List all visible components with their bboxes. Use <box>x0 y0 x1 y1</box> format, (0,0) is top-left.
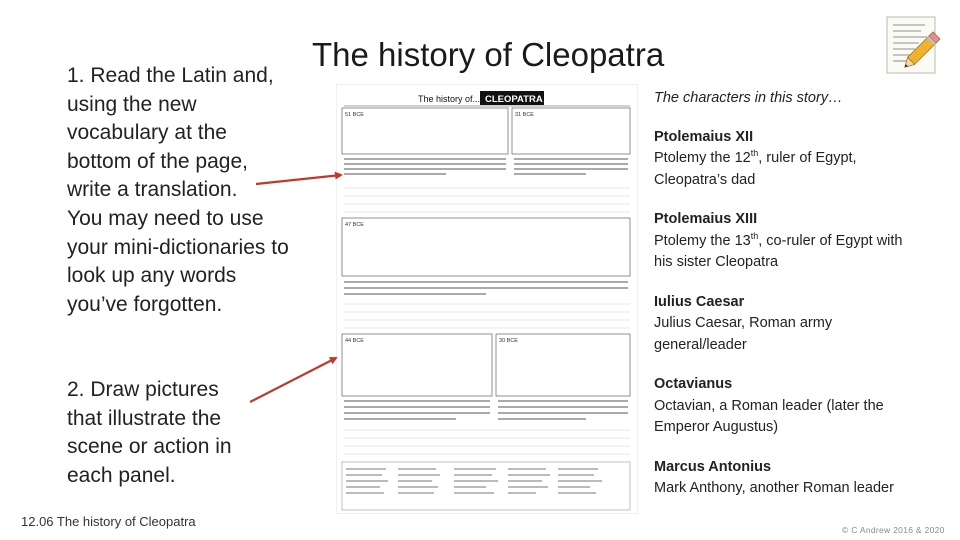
panel-date: 47 BCE <box>345 222 364 228</box>
character-description: Julius Caesar, Roman army <box>654 315 833 331</box>
character-entry <box>654 457 954 500</box>
instruction-line: bottom of the page, <box>67 149 248 173</box>
instruction-line: write a translation. <box>67 178 238 202</box>
instruction-line: using the new <box>67 92 197 116</box>
character-entry <box>654 292 954 357</box>
panel-date: 31 BCE <box>515 112 534 118</box>
page-title: The history of Cleopatra <box>312 36 665 73</box>
pencil-notepad-icon <box>885 15 943 77</box>
instruction-step-1 <box>67 62 317 319</box>
instruction-line: 1. Read the Latin and, <box>67 64 274 87</box>
character-name: Ptolemaius XIII <box>654 211 758 227</box>
instruction-line: vocabulary at the <box>67 121 227 145</box>
worksheet-header-title: The history of... <box>418 94 481 104</box>
instruction-line: your mini-dictionaries to <box>67 235 289 259</box>
panel-date: 51 BCE <box>345 112 364 118</box>
character-description-line2: his sister Cleopatra <box>654 254 779 270</box>
character-list <box>654 88 954 518</box>
panel-date: 30 BCE <box>499 338 518 344</box>
panel-date: 44 BCE <box>345 338 364 344</box>
character-description: Mark Anthony, another Roman leader <box>654 480 894 496</box>
character-description-line2: general/leader <box>654 336 747 353</box>
instruction-line: look up any words <box>67 264 237 288</box>
character-entry <box>654 374 954 439</box>
character-name: Octavianus <box>654 376 733 392</box>
character-entry <box>654 127 954 192</box>
worksheet-panel <box>342 218 630 276</box>
worksheet-panel <box>342 108 508 154</box>
character-description: Ptolemy the 13th, co-ruler of Egypt with <box>654 230 903 249</box>
character-description-line2: Emperor Augustus) <box>654 419 779 435</box>
worksheet-header-brand: CLEOPATRA <box>485 94 543 105</box>
instruction-line: you’ve forgotten. <box>67 292 223 316</box>
character-list-intro: The characters in this story… <box>654 90 843 106</box>
slide-footer: 12.06 The history of Cleopatra <box>21 514 196 529</box>
character-description-line2: Cleopatra’s dad <box>654 171 756 188</box>
character-entry <box>654 209 954 274</box>
character-name: Ptolemaius XII <box>654 128 754 145</box>
worksheet-thumbnail <box>336 84 638 514</box>
instruction-line: that illustrate the <box>67 406 222 430</box>
instruction-line: 2. Draw pictures <box>67 378 219 401</box>
instruction-step-2 <box>67 376 267 490</box>
character-name: Marcus Antonius <box>654 458 772 475</box>
instruction-line: scene or action in <box>67 435 232 459</box>
character-description: Ptolemy the 12th, ruler of Egypt, <box>654 148 857 166</box>
instruction-line: each panel. <box>67 463 176 487</box>
character-description: Octavian, a Roman leader (later the <box>654 397 884 414</box>
instruction-line: You may need to use <box>67 206 264 230</box>
copyright-notice: © C Andrew 2016 & 2020 <box>842 525 945 535</box>
worksheet-panel <box>342 334 492 396</box>
character-name: Iulius Caesar <box>654 293 745 310</box>
